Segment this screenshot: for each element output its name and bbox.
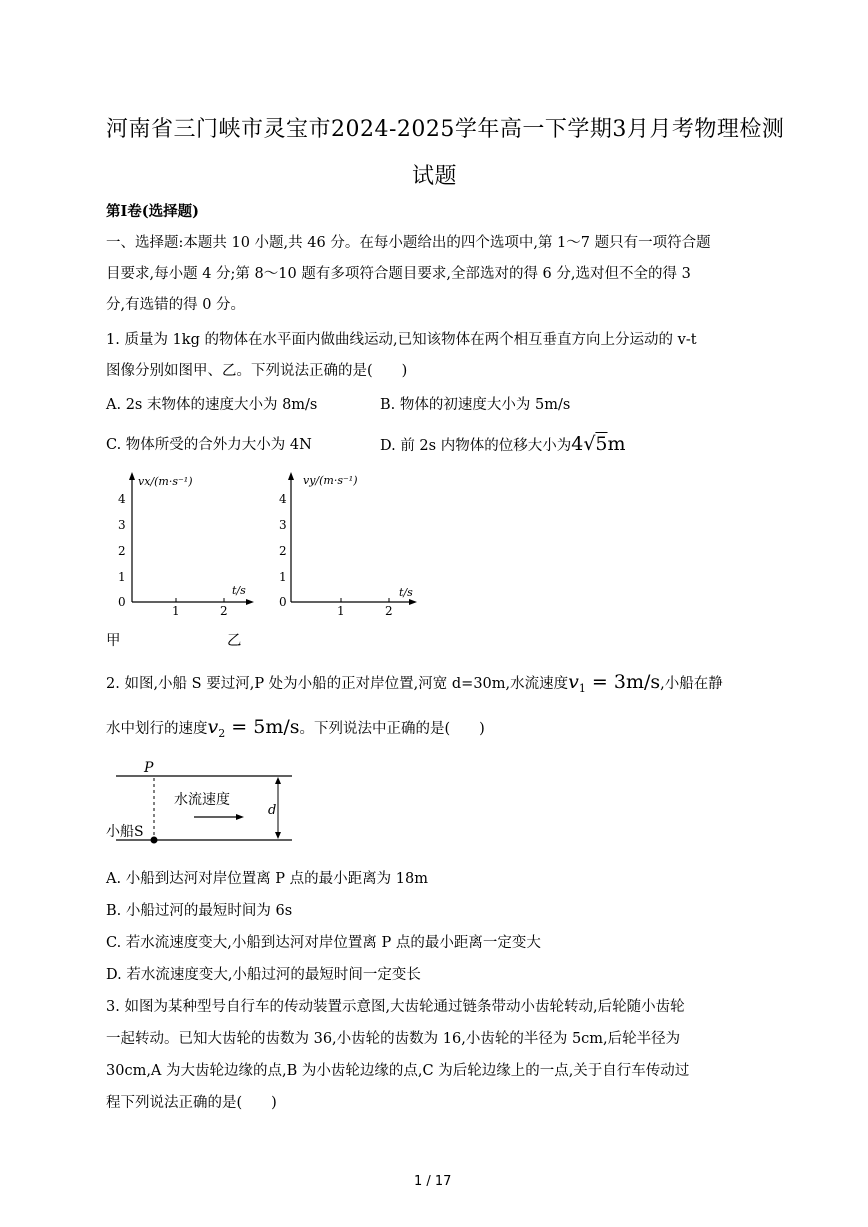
sqrt-symbol: √ xyxy=(583,433,596,455)
graph-left-xlabel: t/s xyxy=(232,584,246,597)
graph-left-caption: 甲 xyxy=(106,633,121,649)
q1-option-a: A. 2s 末物体的速度大小为 8m/s xyxy=(106,397,318,413)
graph-right-ytick: 1 xyxy=(279,570,287,584)
graph-right-ytick: 0 xyxy=(279,595,287,609)
q3-stem-line1: 3. 如图为某种型号自行车的传动装置示意图,大齿轮通过链条带动小齿轮转动,后轮随小齿轮 xyxy=(106,999,685,1015)
graph-left-xtick: 2 xyxy=(220,604,228,615)
section-instructions-line2: 目要求,每小题 4 分;第 8～10 题有多项符合题目要求,全部选对的得 6 分,选对但不全的得 3 xyxy=(106,266,691,282)
q1-stem-line1: 1. 质量为 1kg 的物体在水平面内做曲线运动,已知该物体在两个相互垂直方向上分运动的 v-t xyxy=(106,332,697,348)
graph-left xyxy=(108,470,258,615)
width-d-label: d xyxy=(268,803,277,818)
document-title-line2: 试题 xyxy=(412,164,458,189)
q1-option-b: B. 物体的初速度大小为 5m/s xyxy=(380,397,571,413)
q2-option-d: D. 若水流速度变大,小船过河的最短时间一定变长 xyxy=(106,967,421,983)
graph-left-ytick: 3 xyxy=(118,518,126,532)
q1-option-c: C. 物体所受的合外力大小为 4N xyxy=(106,437,312,453)
v1-symbol: v xyxy=(568,671,579,693)
q2-stem-line2-text: 水中划行的速度 xyxy=(106,721,208,737)
graph-right-xlabel: t/s xyxy=(399,586,413,599)
q3-stem-line4: 程下列说法正确的是( ) xyxy=(106,1095,277,1111)
q2-stem-line2 xyxy=(106,718,485,739)
graph-left-ytick: 4 xyxy=(118,492,126,506)
graph-left-y-arrow xyxy=(129,472,135,480)
q2-stem-line2-tail: 。下列说法中正确的是( ) xyxy=(299,721,485,737)
v2-symbol: v xyxy=(207,716,219,738)
page-number: 1 / 17 xyxy=(414,1174,452,1189)
document-title-line1: 河南省三门峡市灵宝市2024-2025学年高一下学期3月月考物理检测 xyxy=(106,117,785,142)
v1-subscript: 1 xyxy=(578,682,586,695)
q1-option-d-coef: 4 xyxy=(571,433,584,455)
graph-left-ytick: 0 xyxy=(118,595,126,609)
graph-right xyxy=(275,470,425,615)
graph-left-ylabel: vx/(m·s⁻¹) xyxy=(138,475,193,488)
graph-right-ylabel: vy/(m·s⁻¹) xyxy=(303,474,358,487)
graph-right-ytick: 2 xyxy=(279,544,287,558)
section-instructions-line1: 一、选择题:本题共 10 小题,共 46 分。在每小题给出的四个选项中,第 1～7 题只有一项符合题 xyxy=(106,235,711,251)
boat-label: 小船S xyxy=(106,824,144,840)
width-arrow-top xyxy=(275,777,281,784)
q1-option-d-unit: m xyxy=(607,433,626,455)
graph-right-ytick: 4 xyxy=(279,492,287,506)
graph-right-xtick: 1 xyxy=(337,604,345,615)
section-instructions-line3: 分,有选错的得 0 分。 xyxy=(106,297,246,313)
v1-value: = 3m/s xyxy=(585,671,661,693)
river-diagram xyxy=(104,758,304,856)
graph-left-x-arrow xyxy=(246,599,254,605)
q3-stem-line3: 30cm,A 为大齿轮边缘的点,B 为小齿轮边缘的点,C 为后轮边缘上的一点,关于自行车传动过 xyxy=(106,1063,690,1079)
width-arrow-bottom xyxy=(275,832,281,839)
graph-right-ytick: 3 xyxy=(279,518,287,532)
graph-right-y-arrow xyxy=(288,472,294,480)
graph-right-xtick: 2 xyxy=(385,604,393,615)
q1-stem-line2: 图像分别如图甲、乙。下列说法正确的是( ) xyxy=(106,363,408,379)
graph-left-ytick: 1 xyxy=(118,570,126,584)
boat-dot xyxy=(151,837,158,844)
flow-speed-label: 水流速度 xyxy=(174,792,230,808)
q2-option-a: A. 小船到达河对岸位置离 P 点的最小距离为 18m xyxy=(106,871,428,887)
q1-option-d-text: D. 前 2s 内物体的位移大小为 xyxy=(380,438,572,454)
part-heading: 第Ⅰ卷(选择题) xyxy=(106,203,200,220)
v2-value: = 5m/s xyxy=(225,716,300,738)
graph-left-ytick: 2 xyxy=(118,544,126,558)
q1-option-d-radicand: 5 xyxy=(595,433,608,455)
q2-stem-line1 xyxy=(106,673,723,694)
q1-option-d xyxy=(380,435,626,454)
graph-right-x-arrow xyxy=(409,599,417,605)
graph-left-xtick: 1 xyxy=(172,604,180,615)
q2-stem-line1-tail: ,小船在静 xyxy=(660,676,723,692)
q2-option-c: C. 若水流速度变大,小船到达河对岸位置离 P 点的最小距离一定变大 xyxy=(106,935,541,951)
graph-right-caption: 乙 xyxy=(227,633,242,649)
q3-stem-line2: 一起转动。已知大齿轮的齿数为 36,小齿轮的齿数为 16,小齿轮的半径为 5cm,后轮半径为 xyxy=(106,1031,681,1047)
flow-arrow-head xyxy=(236,814,244,820)
q2-option-b: B. 小船过河的最短时间为 6s xyxy=(106,903,293,919)
point-p-label: P xyxy=(144,760,154,776)
v2-subscript: 2 xyxy=(218,727,226,740)
q2-stem-line1-text: 2. 如图,小船 S 要过河,P 处为小船的正对岸位置,河宽 d=30m,水流速度 xyxy=(106,676,569,692)
